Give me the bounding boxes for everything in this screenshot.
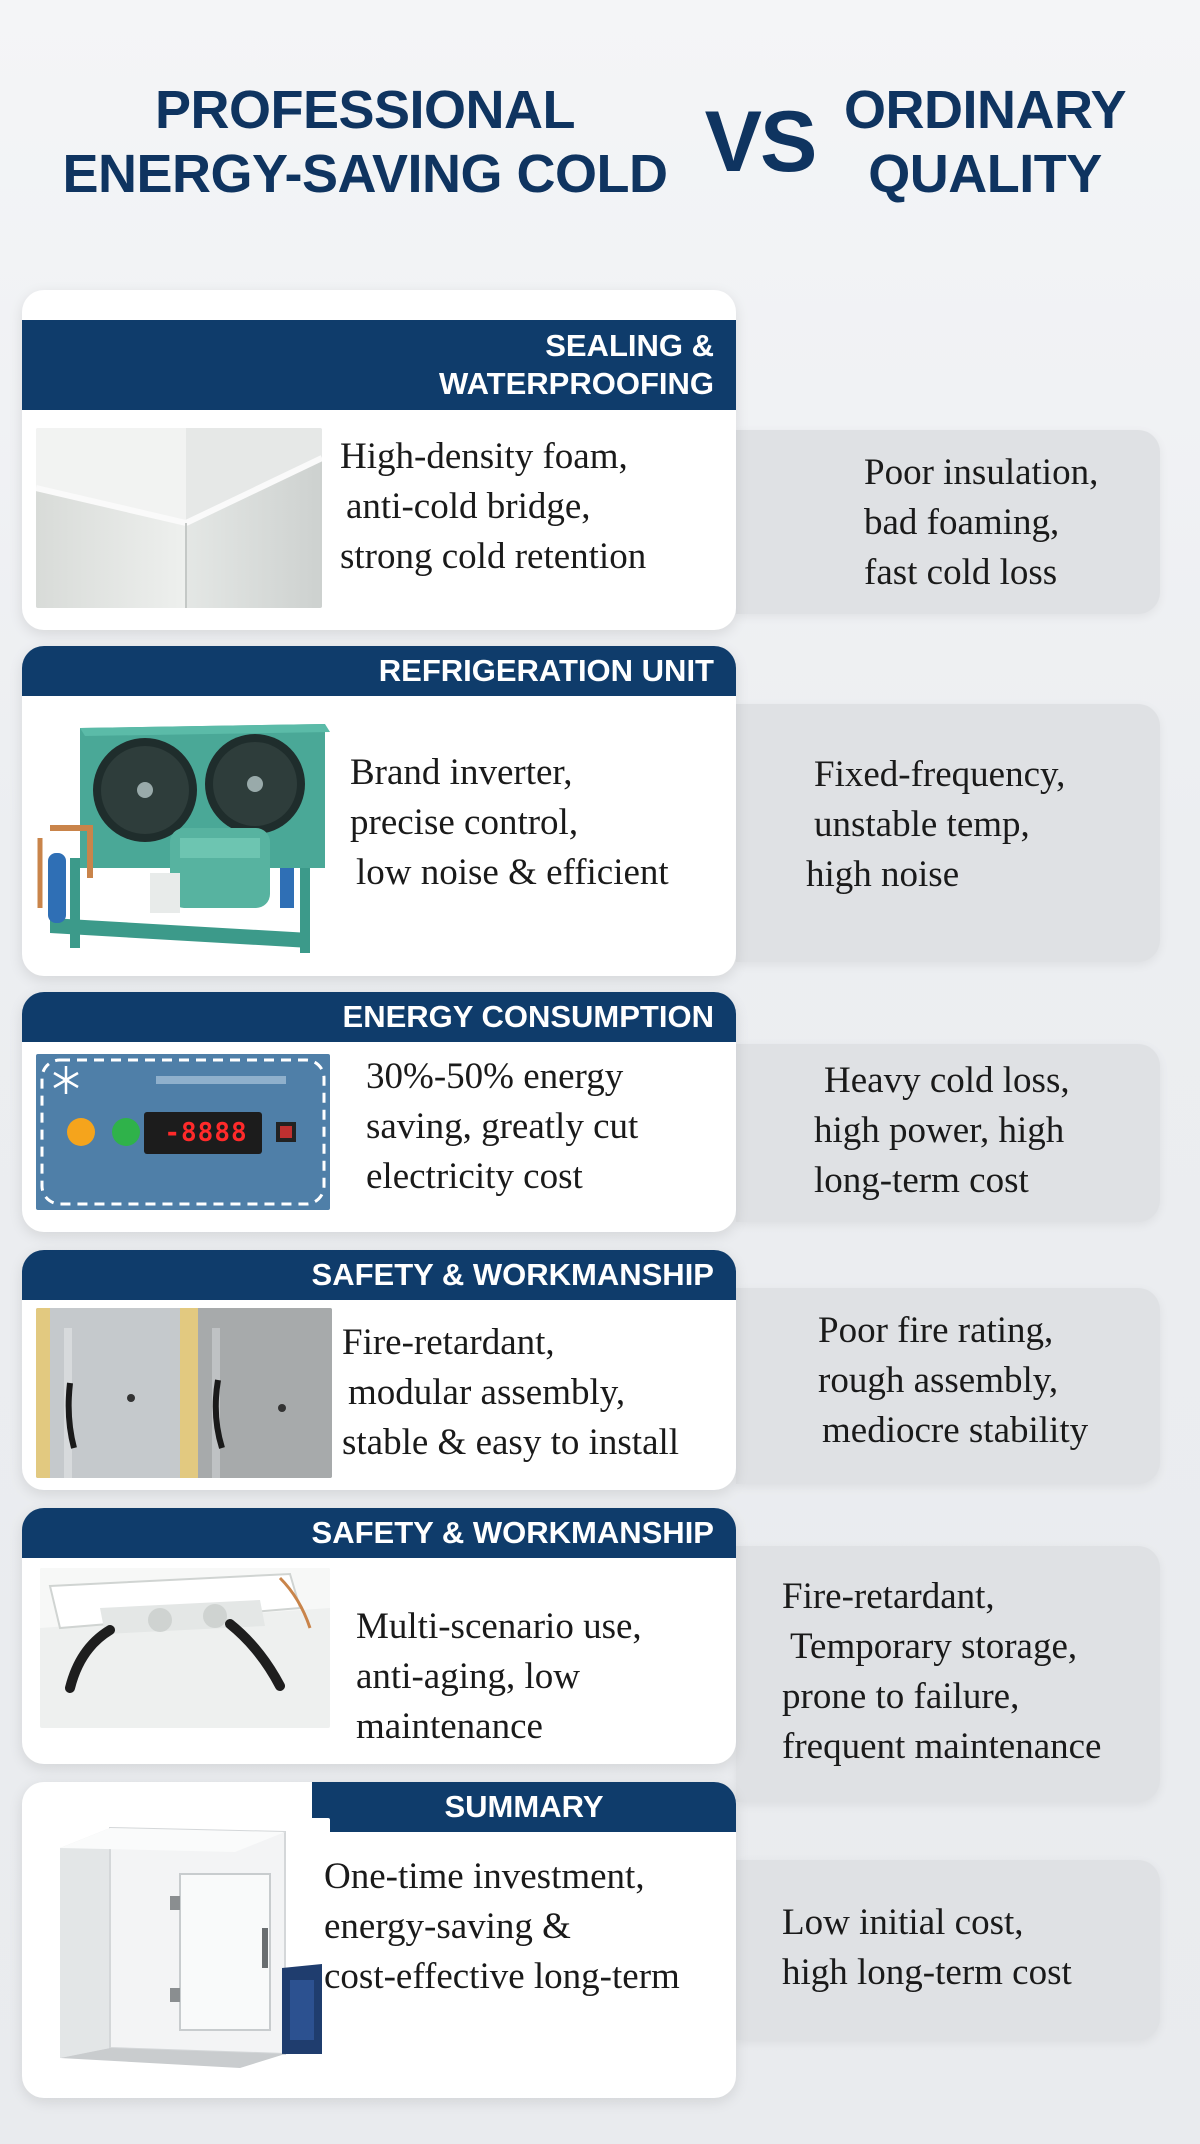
cold-room-photo [50, 1818, 330, 2078]
header-ordinary-title [820, 78, 1150, 206]
ordinary-text: Heavy cold loss, high power, high long-term cost [814, 1060, 1070, 1201]
professional-text: Brand inverter, precise control, low noise & efficient [350, 752, 669, 893]
row-title-band: SEALING & WATERPROOFING [22, 320, 736, 410]
professional-text: Fire-retardant, modular assembly, stable & easy to install [342, 1322, 680, 1463]
professional-card [22, 1250, 736, 1490]
header-left-line1: PROFESSIONAL [154, 80, 576, 140]
condensing-unit-photo [30, 718, 332, 968]
row-title-band: SUMMARY [312, 1782, 736, 1832]
thermostat-display: -8888 [164, 1118, 248, 1148]
ordinary-text: Low initial cost, high long-term cost [782, 1902, 1072, 1993]
header-vs: VS [704, 94, 816, 190]
ordinary-text: Poor fire rating, rough assembly, mediocre stability [818, 1310, 1089, 1451]
ordinary-card [736, 430, 1160, 614]
ordinary-card [736, 704, 1160, 962]
professional-text: High-density foam, anti-cold bridge, strong cold retention [340, 436, 647, 577]
professional-text: One-time investment, energy-saving & cost-effective long-term [324, 1856, 680, 1997]
professional-text: 30%-50% energy saving, greatly cut electricity cost [366, 1056, 639, 1197]
ordinary-text: Poor insulation, bad foaming, fast cold loss [864, 452, 1099, 593]
ordinary-card [736, 1044, 1160, 1222]
header-professional-title [40, 78, 690, 206]
row-title-band: ENERGY CONSUMPTION [22, 992, 736, 1042]
evaporator-photo [40, 1568, 330, 1728]
panel-corner-photo [36, 428, 322, 608]
row-title-band: SAFETY & WORKMANSHIP [22, 1250, 736, 1300]
header-right-line2: QUALITY [868, 144, 1102, 204]
professional-card [22, 646, 736, 976]
ordinary-text: Fire-retardant, Temporary storage, prone to failure, frequent maintenance [782, 1576, 1102, 1767]
header-left-line2: ENERGY-SAVING COLD [62, 144, 668, 204]
row-sealing [0, 290, 1200, 630]
row-safety-1 [0, 1250, 1200, 1490]
row-summary [0, 1782, 1200, 2098]
row-refrigeration [0, 646, 1200, 976]
ordinary-text: Fixed-frequency, unstable temp, high noise [806, 754, 1066, 895]
professional-card [22, 992, 736, 1232]
ordinary-card [736, 1546, 1160, 1802]
row-title-band: REFRIGERATION UNIT [22, 646, 736, 696]
professional-card [22, 1782, 736, 2098]
professional-text: Multi-scenario use, anti-aging, low maintenance [356, 1606, 642, 1747]
professional-card [22, 1508, 736, 1764]
panel-lock-photo [36, 1308, 332, 1478]
control-panel-photo [36, 1054, 330, 1210]
row-safety-2 [0, 1508, 1200, 1767]
ordinary-card [736, 1860, 1160, 2040]
header-right-line1: ORDINARY [843, 80, 1126, 140]
row-energy [0, 992, 1200, 1232]
professional-card [22, 290, 736, 630]
row-title-band: SAFETY & WORKMANSHIP [22, 1508, 736, 1558]
ordinary-card [736, 1288, 1160, 1484]
